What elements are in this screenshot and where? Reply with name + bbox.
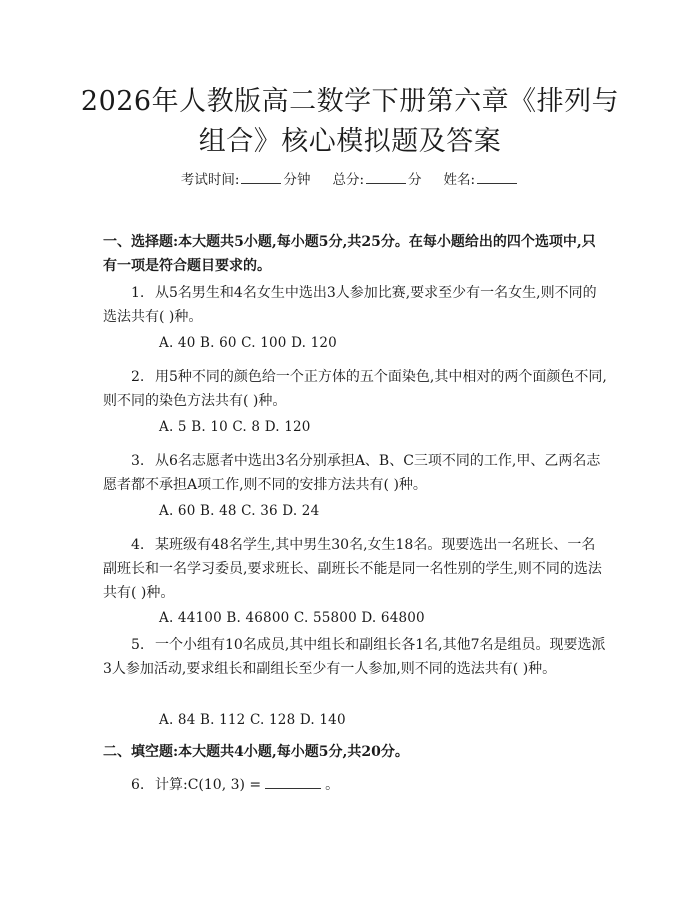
question-text: 计算:C(10, 3) =: [155, 777, 262, 793]
question-number: 4.: [131, 537, 145, 553]
question-end: 。: [325, 777, 340, 793]
question-3-options: A. 60 B. 48 C. 36 D. 24: [159, 503, 320, 519]
question-number: 3.: [131, 453, 145, 469]
exam-info-line: [0, 170, 700, 190]
section-heading-fill-in: 二、填空题:本大题共4小题,每小题5分,共20分。: [103, 744, 409, 760]
score-blank: [366, 170, 406, 184]
question-number: 6.: [131, 777, 145, 793]
name-label: 姓名:: [443, 172, 476, 188]
section-heading-multiple-choice: 一、选择题:本大题共5小题,每小题5分,共25分。在每小题给出的四个选项中,只有一项是符合题目要求的。: [103, 234, 596, 274]
question-text: 从6名志愿者中选出3名分别承担A、B、C三项不同的工作,甲、乙两名志愿者都不承担A项工作,则不同的安排方法共有( )种。: [103, 453, 601, 493]
time-unit: 分钟: [283, 172, 311, 188]
question-4-options: A. 44100 B. 46800 C. 55800 D. 64800: [159, 610, 425, 626]
page-title-line1: 2026年人教版高二数学下册第六章《排列与: [80, 86, 620, 117]
score-label: 总分:: [332, 172, 365, 188]
question-text: 某班级有48名学生,其中男生30名,女生18名。现要选出一名班长、一名副班长和一名学习委员,要求班长、副班长不能是同一名性别的学生,则不同的选法共有( )种。: [103, 537, 602, 601]
answer-blank: [265, 774, 321, 789]
question-1-options: A. 40 B. 60 C. 100 D. 120: [159, 335, 337, 351]
question-2: [103, 365, 608, 413]
question-text: 一个小组有10名成员,其中组长和副组长各1名,其他7名是组员。现要选派3人参加活动,要求组长和副组长至少有一人参加,则不同的选法共有( )种。: [103, 637, 606, 677]
name-blank: [477, 170, 517, 184]
question-1: [103, 281, 608, 329]
question-6: [103, 773, 608, 797]
question-5-options: A. 84 B. 112 C. 128 D. 140: [159, 712, 346, 728]
score-unit: 分: [408, 172, 422, 188]
question-4: [103, 533, 608, 605]
question-number: 5.: [131, 637, 145, 653]
question-2-options: A. 5 B. 10 C. 8 D. 120: [159, 419, 311, 435]
time-label: 考试时间:: [180, 172, 240, 188]
question-number: 2.: [131, 369, 145, 385]
question-text: 从5名男生和4名女生中选出3人参加比赛,要求至少有一名女生,则不同的选法共有( )种。: [103, 285, 597, 325]
question-number: 1.: [131, 285, 145, 301]
time-blank: [241, 170, 281, 184]
question-5: [103, 633, 608, 681]
page-title-line2: 组合》核心模拟题及答案: [198, 126, 502, 157]
question-text: 用5种不同的颜色给一个正方体的五个面染色,其中相对的两个面颜色不同,则不同的染色方法共有( )种。: [103, 369, 607, 409]
question-3: [103, 449, 608, 497]
